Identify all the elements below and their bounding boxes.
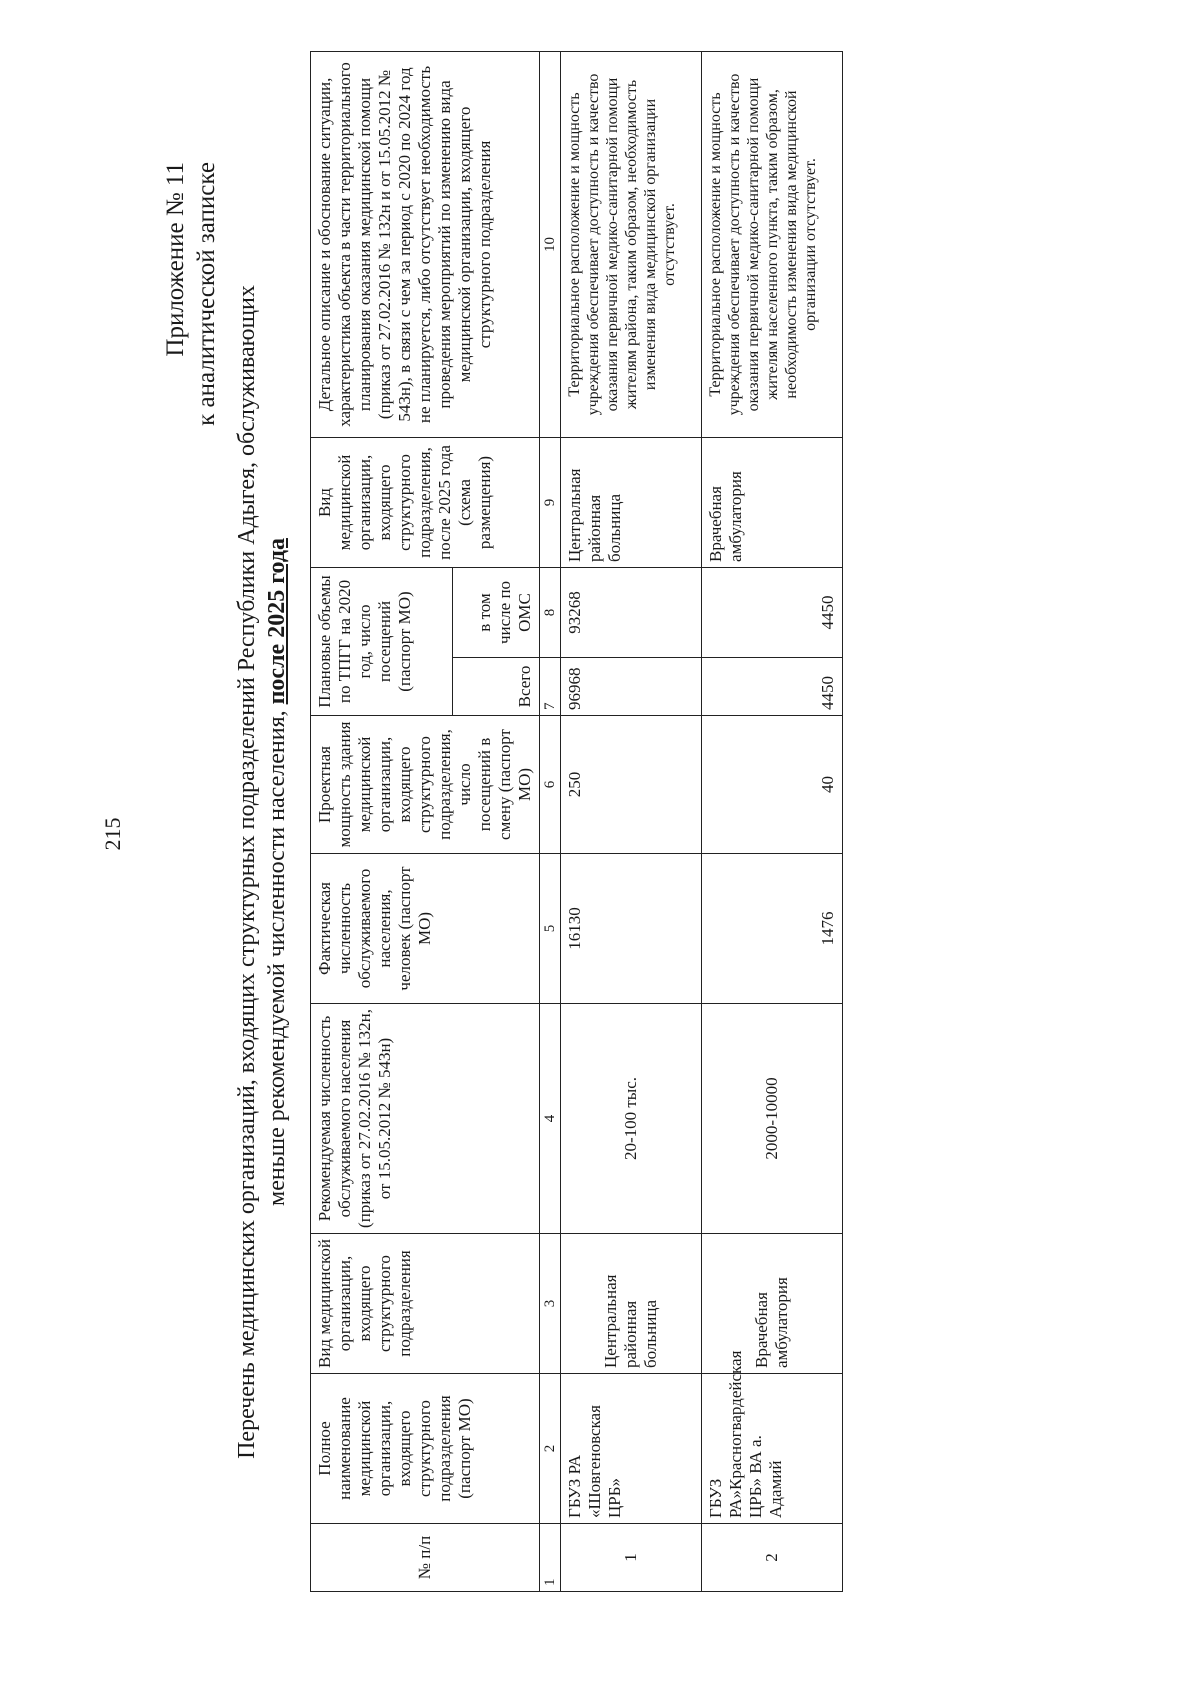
column-number: 10 [540,51,561,437]
column-number: 7 [540,658,561,716]
appendix-heading [160,162,222,542]
page-number: 215 [100,817,125,851]
header-design-capacity: Проектная мощность здания медицинской организации, входящего структурного подразделения, число посещений в смену (паспорт МО) [311,716,540,854]
design-capacity: 40 [702,716,843,854]
column-number: 2 [540,1374,561,1524]
header-oms: в том числе по ОМС [453,567,540,657]
title-line-2 [262,202,292,1542]
actual-population: 16130 [561,854,702,1004]
column-number: 4 [540,1004,561,1234]
column-number: 6 [540,716,561,854]
table-row [561,51,702,1591]
actual-population: 1476 [702,854,843,1004]
recommended-population: 20-100 тыс. [561,1004,702,1234]
column-number: 9 [540,437,561,567]
row-number: 2 [702,1524,843,1592]
column-number: 3 [540,1234,561,1374]
planned-total: 96968 [561,658,702,716]
title-line-2-main: меньше рекомендуемой численности населения, [264,704,290,1206]
org-full-name: ГБУЗ РА «Шовгеновская ЦРБ» [561,1374,702,1524]
organizations-table [310,51,843,1592]
header-org-kind-after-2025: Вид медицинской организации, входящего структурного подразделения, после 2025 года (схема размещения) [311,437,540,567]
design-capacity: 250 [561,716,702,854]
column-number: 1 [540,1524,561,1592]
header-full-name: Полное наименование медицинской организации, входящего структурного подразделения (паспорт МО) [311,1374,540,1524]
document-title [232,202,292,1542]
org-kind-after-2025: Центральная районная больница [561,437,702,567]
header-planned-volumes: Плановые объемы по ТПГГ на 2020 год, число посещений (паспорт МО) [311,567,453,715]
table-row [702,51,843,1591]
row-description: Территориальное расположение и мощность учреждения обеспечивает доступность и качество оказания первичной медико-санитарной помощи жителям населенного пункта, таким образом, необходимость изменения вида медицинской организации отсутствует. [702,51,843,437]
org-kind: Центральная районная больница [561,1234,702,1374]
planned-oms: 4450 [702,567,843,657]
planned-oms: 93268 [561,567,702,657]
column-number: 8 [540,567,561,657]
title-line-2-emphasis: после 2025 года [264,538,290,705]
org-kind: Врачебная амбулатория [702,1234,843,1374]
row-description: Территориальное расположение и мощность учреждения обеспечивает доступность и качество оказания первичной медико-санитарной помощи жителям района, таким образом, необходимость изменения вида медицинской организации отсутствует. [561,51,702,437]
org-kind-after-2025: Врачебная амбулатория [702,437,843,567]
recommended-population: 2000-10000 [702,1004,843,1234]
org-full-name: ГБУЗ РА»Красногвардейская ЦРБ» ВА а. Адамий [702,1374,843,1524]
header-recommended-population: Рекомендуемая численность обслуживаемого населения (приказ от 27.02.2016 № 132н, от 15.05.2012 № 543н) [311,1004,540,1234]
column-number: 5 [540,854,561,1004]
planned-total: 4450 [702,658,843,716]
appendix-subtitle: к аналитической записке [193,162,220,426]
header-actual-population: Фактическая численность обслуживаемого населения, человек (паспорт МО) [311,854,540,1004]
row-number: 1 [561,1524,702,1592]
header-org-kind: Вид медицинской организации, входящего структурного подразделения [311,1234,540,1374]
header-total: Всего [453,658,540,716]
appendix-number: Приложение № 11 [162,162,189,357]
header-number: № п/п [311,1524,540,1592]
title-line-1: Перечень медицинских организаций, входящих структурных подразделений Республики Адыгея, обслуживающих [234,285,260,1459]
table-header-row [311,51,453,1591]
column-numbers-row [540,51,561,1591]
header-description: Детальное описание и обоснование ситуации, характеристика объекта в части территориального планирования оказания медицинской помощи (приказ от 27.02.2016 № 132н и от 15.05.2012 № 543н), в связи с чем за период с 2020 по 2024 год не планируется, либо отсутствует необходимость проведения мероприятий по изменению вида медицинской организации, входящего структурного подразделения [311,51,540,437]
